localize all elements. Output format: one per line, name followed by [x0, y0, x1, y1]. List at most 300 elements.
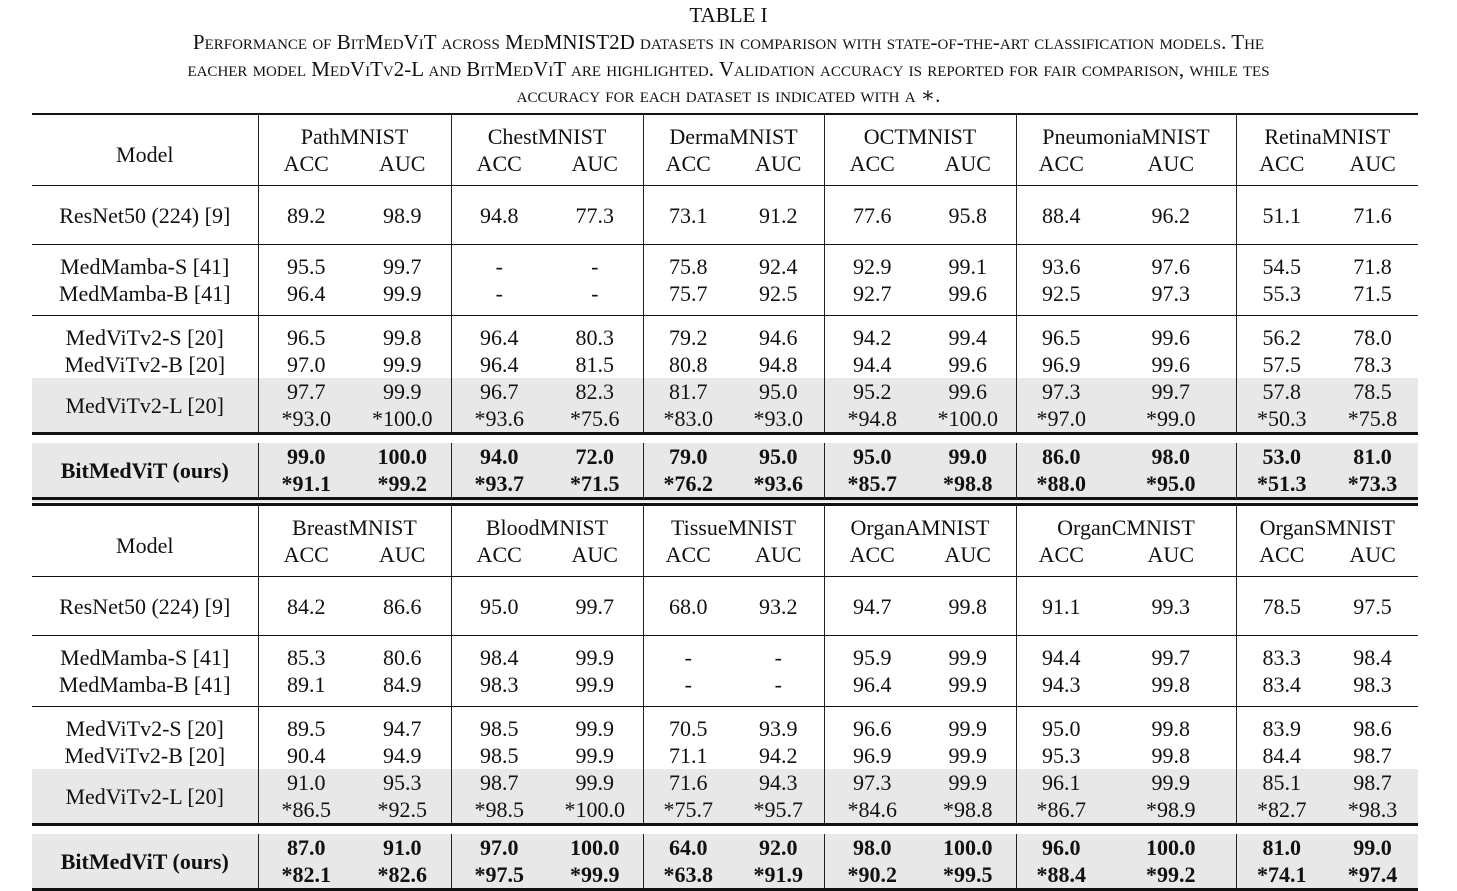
auc-value: 94.3 [759, 770, 798, 795]
model-row [32, 351, 1418, 378]
auc-header: AUC [1147, 542, 1194, 567]
auc-cell: 98.3 [1353, 672, 1392, 697]
acc-cell: 83.4 [1236, 671, 1327, 707]
auc-cell: 99.9 [920, 636, 1016, 672]
model-name: MedViTv2-L [20] [32, 378, 258, 434]
acc-cell: 96.4 [824, 671, 920, 707]
auc-value: 91.0 [383, 835, 422, 860]
auc-value: 99.0 [1353, 835, 1392, 860]
acc-value: 95.2 [853, 379, 892, 404]
acc-value: 96.1 [1042, 770, 1081, 795]
auc-cell [1327, 378, 1418, 434]
acc-cell: 54.5 [1236, 245, 1327, 281]
acc-cell [824, 769, 920, 825]
acc-cell: 92.5 [1016, 280, 1106, 316]
auc-cell: 99.4 [920, 316, 1016, 352]
test-acc-value: *93.6 [474, 406, 524, 431]
acc-cell: 96.6 [824, 707, 920, 743]
auc-cell: 77.3 [547, 186, 643, 245]
model-name: MedMamba-B [41] [58, 672, 231, 697]
test-auc-value: *92.5 [377, 797, 427, 822]
test-auc-value: *73.3 [1347, 471, 1398, 496]
model-row [32, 707, 1418, 743]
test-auc-value: *99.2 [1146, 862, 1196, 887]
acc-cell: 89.1 [258, 671, 354, 707]
test-auc-value: *100.0 [937, 406, 998, 431]
auc-cell: 94.9 [383, 743, 422, 768]
model-name: MedViTv2-S [20] [32, 707, 258, 743]
auc-header: AUC [1147, 151, 1194, 176]
auc-value: 95.3 [383, 770, 422, 795]
auc-cell: 94.2 [759, 743, 798, 768]
auc-value: 99.9 [575, 770, 614, 795]
model-name: BitMedViT (ours) [32, 443, 258, 502]
acc-cell [643, 378, 733, 434]
auc-cell [920, 378, 1016, 434]
acc-value: 86.0 [1042, 444, 1081, 469]
acc-cell [1236, 378, 1327, 434]
auc-value: 100.0 [377, 444, 427, 469]
acc-cell: 83.3 [1236, 636, 1327, 672]
model-row [32, 316, 1418, 352]
auc-cell: 99.9 [547, 636, 643, 672]
acc-cell: 98.4 [451, 636, 547, 672]
auc-value: 95.0 [759, 379, 798, 404]
acc-header: ACC [1236, 150, 1327, 186]
acc-cell: 73.1 [643, 186, 733, 245]
test-acc-value: *63.8 [663, 862, 713, 887]
acc-cell: 93.6 [1016, 245, 1106, 281]
acc-cell: 96.9 [1016, 351, 1106, 378]
auc-header: AUC [755, 151, 802, 176]
test-acc-value: *98.5 [474, 797, 524, 822]
acc-cell [643, 443, 733, 502]
auc-value: 100.0 [943, 835, 993, 860]
test-acc-value: *86.7 [1036, 797, 1087, 822]
auc-header: AUC [944, 151, 991, 176]
auc-cell: 71.5 [1353, 281, 1392, 306]
test-auc-value: *75.8 [1347, 406, 1398, 431]
auc-cell: 99.6 [1106, 316, 1236, 352]
auc-cell: 97.3 [1151, 281, 1191, 306]
auc-cell: 99.9 [575, 743, 614, 768]
acc-cell [451, 378, 547, 434]
acc-cell [258, 834, 354, 890]
auc-cell [547, 443, 643, 502]
auc-header: AUC [1349, 542, 1396, 567]
auc-cell: - [733, 636, 824, 672]
auc-value: 98.0 [1151, 444, 1191, 469]
dataset-header: OCTMNIST [824, 114, 1016, 150]
acc-value: 87.0 [287, 835, 326, 860]
auc-cell: 78.0 [1327, 316, 1418, 352]
model-name: MedViTv2-B [20] [64, 743, 226, 768]
test-auc-value: *82.6 [377, 862, 427, 887]
auc-cell: 99.9 [948, 743, 987, 768]
header-row [32, 114, 1418, 150]
dataset-header: RetinaMNIST [1236, 114, 1418, 150]
acc-cell: 77.6 [824, 186, 920, 245]
auc-cell: 99.9 [575, 672, 614, 697]
acc-value: 96.7 [480, 379, 519, 404]
spacer-row [32, 825, 1418, 835]
acc-header: ACC [258, 150, 354, 186]
acc-value: 95.0 [853, 444, 892, 469]
model-name: MedViTv2-S [20] [32, 316, 258, 352]
auc-cell: 99.9 [920, 707, 1016, 743]
model-row [32, 671, 1418, 707]
test-acc-value: *97.5 [474, 862, 524, 887]
acc-cell: 96.5 [258, 316, 354, 352]
acc-cell: 75.7 [643, 280, 733, 316]
acc-cell: 95.9 [824, 636, 920, 672]
auc-header: AUC [1349, 151, 1396, 176]
test-acc-value: *85.7 [847, 471, 897, 496]
auc-cell: 99.6 [1151, 352, 1191, 377]
acc-cell: 94.3 [1016, 671, 1106, 707]
auc-cell: 86.6 [354, 577, 451, 636]
model-row [32, 742, 1418, 769]
auc-cell: 99.8 [920, 577, 1016, 636]
test-acc-value: *74.1 [1257, 862, 1307, 887]
auc-cell [547, 769, 643, 825]
results-table [32, 113, 1418, 891]
auc-cell: 99.6 [948, 281, 987, 306]
model-row [32, 834, 1418, 890]
auc-cell: 98.4 [1327, 636, 1418, 672]
test-acc-value: *88.4 [1036, 862, 1087, 887]
acc-cell: 94.4 [1016, 636, 1106, 672]
auc-cell: 80.6 [354, 636, 451, 672]
auc-cell: 94.6 [733, 316, 824, 352]
table-caption-line-3: accuracy for each dataset is indicated with a ∗. [516, 83, 941, 107]
acc-header: ACC [1236, 541, 1327, 577]
auc-cell: 99.6 [948, 352, 987, 377]
auc-value: 99.9 [383, 379, 422, 404]
acc-cell [1236, 443, 1327, 502]
acc-cell: 95.5 [258, 245, 354, 281]
auc-cell: 78.3 [1353, 352, 1392, 377]
test-acc-value: *93.7 [474, 471, 524, 496]
auc-cell: 97.6 [1106, 245, 1236, 281]
auc-value: 99.6 [948, 379, 987, 404]
auc-cell: 99.7 [1106, 636, 1236, 672]
acc-cell: 89.2 [258, 186, 354, 245]
auc-cell: 99.8 [1106, 707, 1236, 743]
auc-value: 72.0 [575, 444, 614, 469]
acc-cell: 96.9 [824, 742, 920, 769]
auc-value: 99.9 [948, 770, 987, 795]
test-auc-value: *100.0 [372, 406, 433, 431]
acc-value: 64.0 [669, 835, 708, 860]
acc-cell: 95.3 [1016, 742, 1106, 769]
auc-cell: 94.8 [759, 352, 798, 377]
auc-header: AUC [571, 151, 618, 176]
acc-cell: 85.3 [258, 636, 354, 672]
acc-cell [451, 769, 547, 825]
dataset-header: BloodMNIST [451, 502, 643, 542]
model-row [32, 245, 1418, 281]
acc-value: 79.0 [669, 444, 708, 469]
acc-value: 99.0 [287, 444, 326, 469]
auc-cell: 96.2 [1106, 186, 1236, 245]
auc-cell [354, 834, 451, 890]
dataset-header: PathMNIST [258, 114, 451, 150]
model-row [32, 443, 1418, 502]
test-acc-value: *93.0 [281, 406, 331, 431]
test-acc-value: *84.6 [847, 797, 897, 822]
acc-cell [258, 443, 354, 502]
auc-cell: 95.8 [920, 186, 1016, 245]
acc-cell: 98.5 [451, 742, 547, 769]
auc-value: 100.0 [570, 835, 620, 860]
header-row [32, 502, 1418, 542]
acc-cell: 96.4 [258, 280, 354, 316]
auc-cell [1106, 769, 1236, 825]
test-acc-value: *97.0 [1036, 406, 1087, 431]
acc-cell [451, 443, 547, 502]
acc-cell: 68.0 [643, 577, 733, 636]
model-row [32, 186, 1418, 245]
auc-cell [1327, 834, 1418, 890]
acc-cell: - [643, 671, 733, 707]
auc-cell: 80.3 [547, 316, 643, 352]
auc-cell: 71.8 [1327, 245, 1418, 281]
auc-cell: 92.4 [733, 245, 824, 281]
model-row [32, 577, 1418, 636]
dataset-header: PneumoniaMNIST [1016, 114, 1236, 150]
acc-header: ACC [824, 150, 920, 186]
test-auc-value: *93.0 [753, 406, 803, 431]
acc-cell [258, 769, 354, 825]
auc-cell: 99.8 [1151, 672, 1191, 697]
acc-header: ACC [1016, 541, 1106, 577]
acc-cell: 79.2 [643, 316, 733, 352]
model-header: Model [32, 114, 258, 186]
acc-cell: 57.5 [1236, 351, 1327, 378]
acc-cell: 84.4 [1236, 742, 1327, 769]
acc-cell [824, 378, 920, 434]
acc-value: 57.8 [1262, 379, 1302, 404]
auc-cell: 99.3 [1106, 577, 1236, 636]
auc-cell: 97.5 [1327, 577, 1418, 636]
acc-cell [258, 378, 354, 434]
acc-cell: 94.4 [824, 351, 920, 378]
auc-cell: - [591, 281, 599, 306]
test-auc-value: *91.9 [753, 862, 803, 887]
acc-cell: 95.0 [451, 577, 547, 636]
auc-cell: 99.7 [547, 577, 643, 636]
dataset-header: BreastMNIST [258, 502, 451, 542]
test-auc-value: *99.5 [943, 862, 993, 887]
table-caption-line-1: Performance of BitMedViT across MedMNIST2D datasets in comparison with state-of-the-art classification models. The [192, 30, 1265, 54]
acc-cell: 56.2 [1236, 316, 1327, 352]
auc-cell: - [547, 245, 643, 281]
auc-value: 95.0 [759, 444, 798, 469]
dataset-header: OrganCMNIST [1016, 502, 1236, 542]
test-auc-value: *95.0 [1146, 471, 1196, 496]
model-name: MedMamba-S [41] [32, 636, 258, 672]
model-row [32, 280, 1418, 316]
spacer [32, 825, 1418, 835]
acc-value: 91.0 [287, 770, 326, 795]
acc-value: 81.7 [669, 379, 708, 404]
acc-cell: 55.3 [1236, 280, 1327, 316]
acc-cell [1236, 834, 1327, 890]
auc-cell [733, 769, 824, 825]
auc-cell: 93.9 [733, 707, 824, 743]
acc-header: ACC [1016, 150, 1106, 186]
table-title: TABLE I [689, 3, 768, 27]
acc-value: 96.0 [1042, 835, 1081, 860]
auc-cell [1106, 834, 1236, 890]
acc-value: 97.3 [853, 770, 892, 795]
acc-cell: 98.5 [451, 707, 547, 743]
acc-header: ACC [643, 541, 733, 577]
test-acc-value: *82.7 [1257, 797, 1307, 822]
auc-cell [354, 443, 451, 502]
test-acc-value: *82.1 [281, 862, 331, 887]
test-auc-value: *99.0 [1146, 406, 1196, 431]
test-auc-value: *98.8 [943, 797, 993, 822]
test-auc-value: *98.8 [943, 471, 993, 496]
model-name: MedViTv2-B [20] [64, 352, 226, 377]
acc-cell: 78.5 [1236, 577, 1327, 636]
acc-cell: 88.4 [1016, 186, 1106, 245]
test-acc-value: *88.0 [1036, 471, 1087, 496]
test-acc-value: *86.5 [281, 797, 331, 822]
acc-value: 85.1 [1262, 770, 1302, 795]
auc-header: AUC [379, 151, 426, 176]
acc-cell [1016, 769, 1106, 825]
acc-cell: - [451, 280, 547, 316]
test-acc-value: *76.2 [663, 471, 713, 496]
acc-cell: - [643, 636, 733, 672]
auc-cell: 99.7 [354, 245, 451, 281]
test-auc-value: *75.6 [570, 406, 620, 431]
acc-value: 97.7 [287, 379, 326, 404]
acc-value: 97.0 [480, 835, 519, 860]
auc-cell [547, 378, 643, 434]
acc-cell: 94.2 [824, 316, 920, 352]
model-name: MedViTv2-L [20] [32, 769, 258, 825]
auc-value: 78.5 [1353, 379, 1392, 404]
auc-cell: 91.2 [733, 186, 824, 245]
auc-cell [733, 378, 824, 434]
acc-cell: 94.8 [451, 186, 547, 245]
auc-cell: 71.6 [1327, 186, 1418, 245]
acc-cell: 51.1 [1236, 186, 1327, 245]
acc-cell: 83.9 [1236, 707, 1327, 743]
acc-cell: 92.9 [824, 245, 920, 281]
auc-cell: 98.9 [354, 186, 451, 245]
auc-cell: 84.9 [383, 672, 422, 697]
test-auc-value: *99.2 [377, 471, 427, 496]
auc-cell: 99.1 [920, 245, 1016, 281]
acc-cell [1016, 834, 1106, 890]
acc-cell: 96.4 [451, 351, 547, 378]
test-acc-value: *91.1 [281, 471, 331, 496]
model-name: MedMamba-B [41] [58, 281, 231, 306]
dataset-header: OrganSMNIST [1236, 502, 1418, 542]
test-acc-value: *83.0 [663, 406, 713, 431]
test-auc-value: *95.7 [753, 797, 803, 822]
dataset-header: OrganAMNIST [824, 502, 1016, 542]
acc-cell [1016, 443, 1106, 502]
auc-cell: 98.6 [1327, 707, 1418, 743]
auc-cell [354, 769, 451, 825]
auc-cell: 99.9 [948, 672, 987, 697]
acc-cell: 96.5 [1016, 316, 1106, 352]
acc-cell: 84.2 [258, 577, 354, 636]
model-name: BitMedViT (ours) [32, 834, 258, 890]
acc-cell: 98.3 [451, 671, 547, 707]
test-acc-value: *50.3 [1257, 406, 1307, 431]
acc-value: 81.0 [1262, 835, 1302, 860]
auc-cell: 99.9 [383, 281, 422, 306]
test-auc-value: *100.0 [564, 797, 625, 822]
acc-header: ACC [451, 150, 547, 186]
test-acc-value: *90.2 [847, 862, 897, 887]
model-row [32, 378, 1418, 434]
acc-cell: 95.0 [1016, 707, 1106, 743]
auc-value: 98.7 [1353, 770, 1392, 795]
auc-cell: 92.5 [759, 281, 798, 306]
acc-cell [1236, 769, 1327, 825]
auc-value: 100.0 [1146, 835, 1196, 860]
auc-value: 82.3 [575, 379, 614, 404]
auc-cell: 81.5 [575, 352, 614, 377]
acc-header: ACC [824, 541, 920, 577]
acc-value: 94.0 [480, 444, 519, 469]
test-auc-value: *97.4 [1347, 862, 1398, 887]
auc-cell [920, 834, 1016, 890]
auc-cell [1327, 769, 1418, 825]
acc-value: 71.6 [669, 770, 708, 795]
acc-cell: 90.4 [258, 742, 354, 769]
auc-value: 99.0 [948, 444, 987, 469]
auc-header: AUC [571, 542, 618, 567]
auc-cell [1106, 443, 1236, 502]
auc-cell: 99.8 [1151, 743, 1191, 768]
model-header: Model [116, 532, 174, 558]
auc-value: 81.0 [1353, 444, 1392, 469]
auc-cell: 99.9 [383, 352, 422, 377]
acc-cell: 71.1 [643, 742, 733, 769]
acc-cell: 80.8 [643, 351, 733, 378]
auc-cell [1327, 443, 1418, 502]
auc-cell: 94.7 [354, 707, 451, 743]
acc-cell: 91.1 [1016, 577, 1106, 636]
auc-header: AUC [944, 542, 991, 567]
acc-cell: 97.0 [258, 351, 354, 378]
acc-value: 97.3 [1042, 379, 1081, 404]
auc-cell: - [774, 672, 782, 697]
model-row [32, 636, 1418, 672]
acc-cell: 89.5 [258, 707, 354, 743]
acc-header: ACC [643, 150, 733, 186]
acc-header: ACC [258, 541, 354, 577]
acc-cell: - [451, 245, 547, 281]
test-auc-value: *98.9 [1146, 797, 1196, 822]
spacer-row [32, 434, 1418, 444]
auc-header: AUC [379, 542, 426, 567]
acc-cell: 94.7 [824, 577, 920, 636]
auc-cell: 93.2 [733, 577, 824, 636]
model-name: ResNet50 (224) [9] [32, 577, 258, 636]
acc-cell: 75.8 [643, 245, 733, 281]
acc-cell: 96.4 [451, 316, 547, 352]
